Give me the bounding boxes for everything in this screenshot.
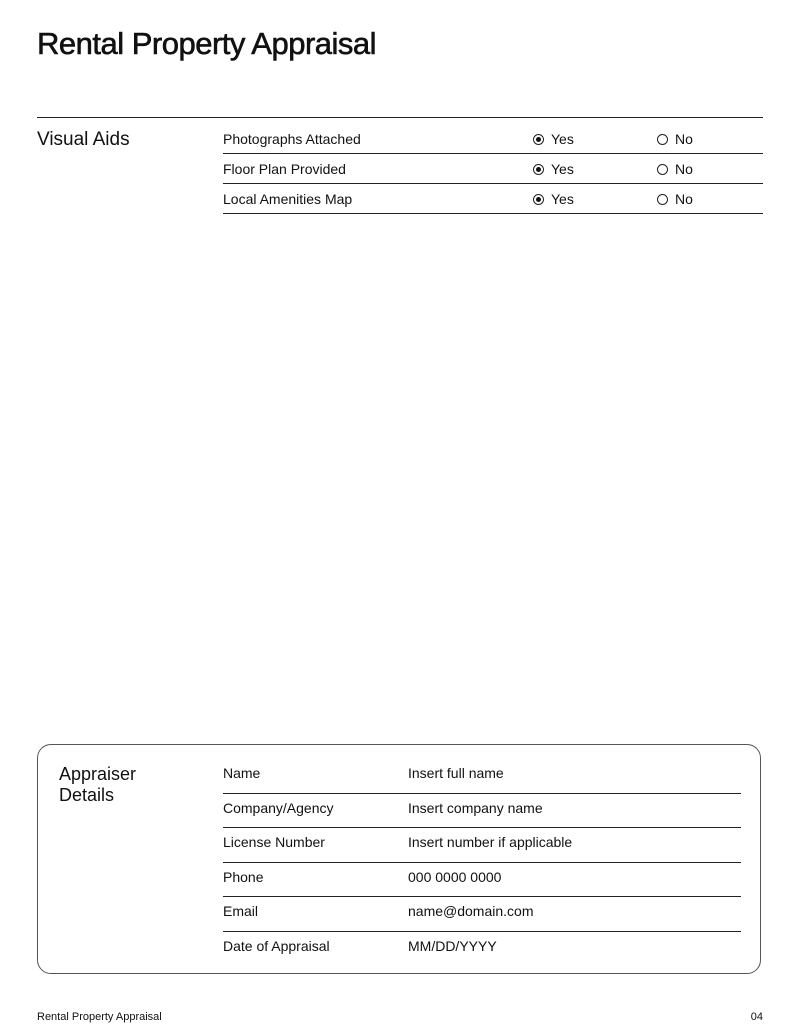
yes-radio-option[interactable] — [533, 131, 574, 147]
detail-row-phone — [223, 863, 741, 898]
yes-radio-option[interactable] — [533, 191, 574, 207]
no-radio-option[interactable] — [657, 161, 693, 177]
radio-checked-icon[interactable] — [533, 194, 544, 205]
visual-aid-row-floor-plan — [223, 154, 763, 184]
detail-label: Company/Agency — [223, 799, 334, 816]
detail-row-company — [223, 794, 741, 829]
footer-page-number: 04 — [750, 1011, 763, 1023]
detail-label: Email — [223, 903, 259, 920]
detail-label: License Number — [223, 834, 325, 851]
no-label: No — [675, 131, 693, 147]
visual-aids-heading: Visual Aids — [37, 129, 130, 150]
detail-label: Date of Appraisal — [223, 937, 330, 954]
yes-label: Yes — [551, 191, 574, 207]
no-radio-option[interactable] — [657, 191, 693, 207]
detail-label: Phone — [223, 868, 264, 885]
visual-aid-label: Local Amenities Map — [223, 191, 353, 207]
company-field[interactable]: Insert company name — [408, 799, 543, 816]
visual-aid-label: Floor Plan Provided — [223, 161, 346, 177]
date-field[interactable]: MM/DD/YYYY — [408, 937, 497, 954]
section-divider — [37, 117, 763, 118]
visual-aids-table — [223, 124, 763, 214]
visual-aid-label: Photographs Attached — [223, 131, 361, 147]
radio-unchecked-icon[interactable] — [657, 164, 668, 175]
detail-row-license — [223, 828, 741, 863]
appraiser-details-card — [37, 744, 761, 974]
visual-aid-row-amenities-map — [223, 184, 763, 214]
radio-unchecked-icon[interactable] — [657, 134, 668, 145]
detail-label: Name — [223, 765, 261, 781]
footer-document-name: Rental Property Appraisal — [37, 1011, 162, 1023]
appraiser-details-heading: Appraiser Details — [59, 764, 137, 805]
detail-row-date — [223, 932, 741, 967]
visual-aid-row-photographs — [223, 124, 763, 154]
detail-row-email — [223, 897, 741, 932]
appraiser-details-table — [223, 759, 741, 967]
phone-field[interactable]: 000 0000 0000 — [408, 868, 502, 885]
license-field[interactable]: Insert number if applicable — [408, 834, 573, 851]
no-label: No — [675, 161, 693, 177]
radio-checked-icon[interactable] — [533, 164, 544, 175]
no-radio-option[interactable] — [657, 131, 693, 147]
page-title: Rental Property Appraisal — [37, 26, 377, 61]
yes-radio-option[interactable] — [533, 161, 574, 177]
yes-label: Yes — [551, 161, 574, 177]
email-field[interactable]: name@domain.com — [408, 903, 534, 920]
no-label: No — [675, 191, 693, 207]
detail-row-name — [223, 759, 741, 794]
radio-unchecked-icon[interactable] — [657, 194, 668, 205]
radio-checked-icon[interactable] — [533, 134, 544, 145]
yes-label: Yes — [551, 131, 574, 147]
name-field[interactable]: Insert full name — [408, 765, 504, 781]
